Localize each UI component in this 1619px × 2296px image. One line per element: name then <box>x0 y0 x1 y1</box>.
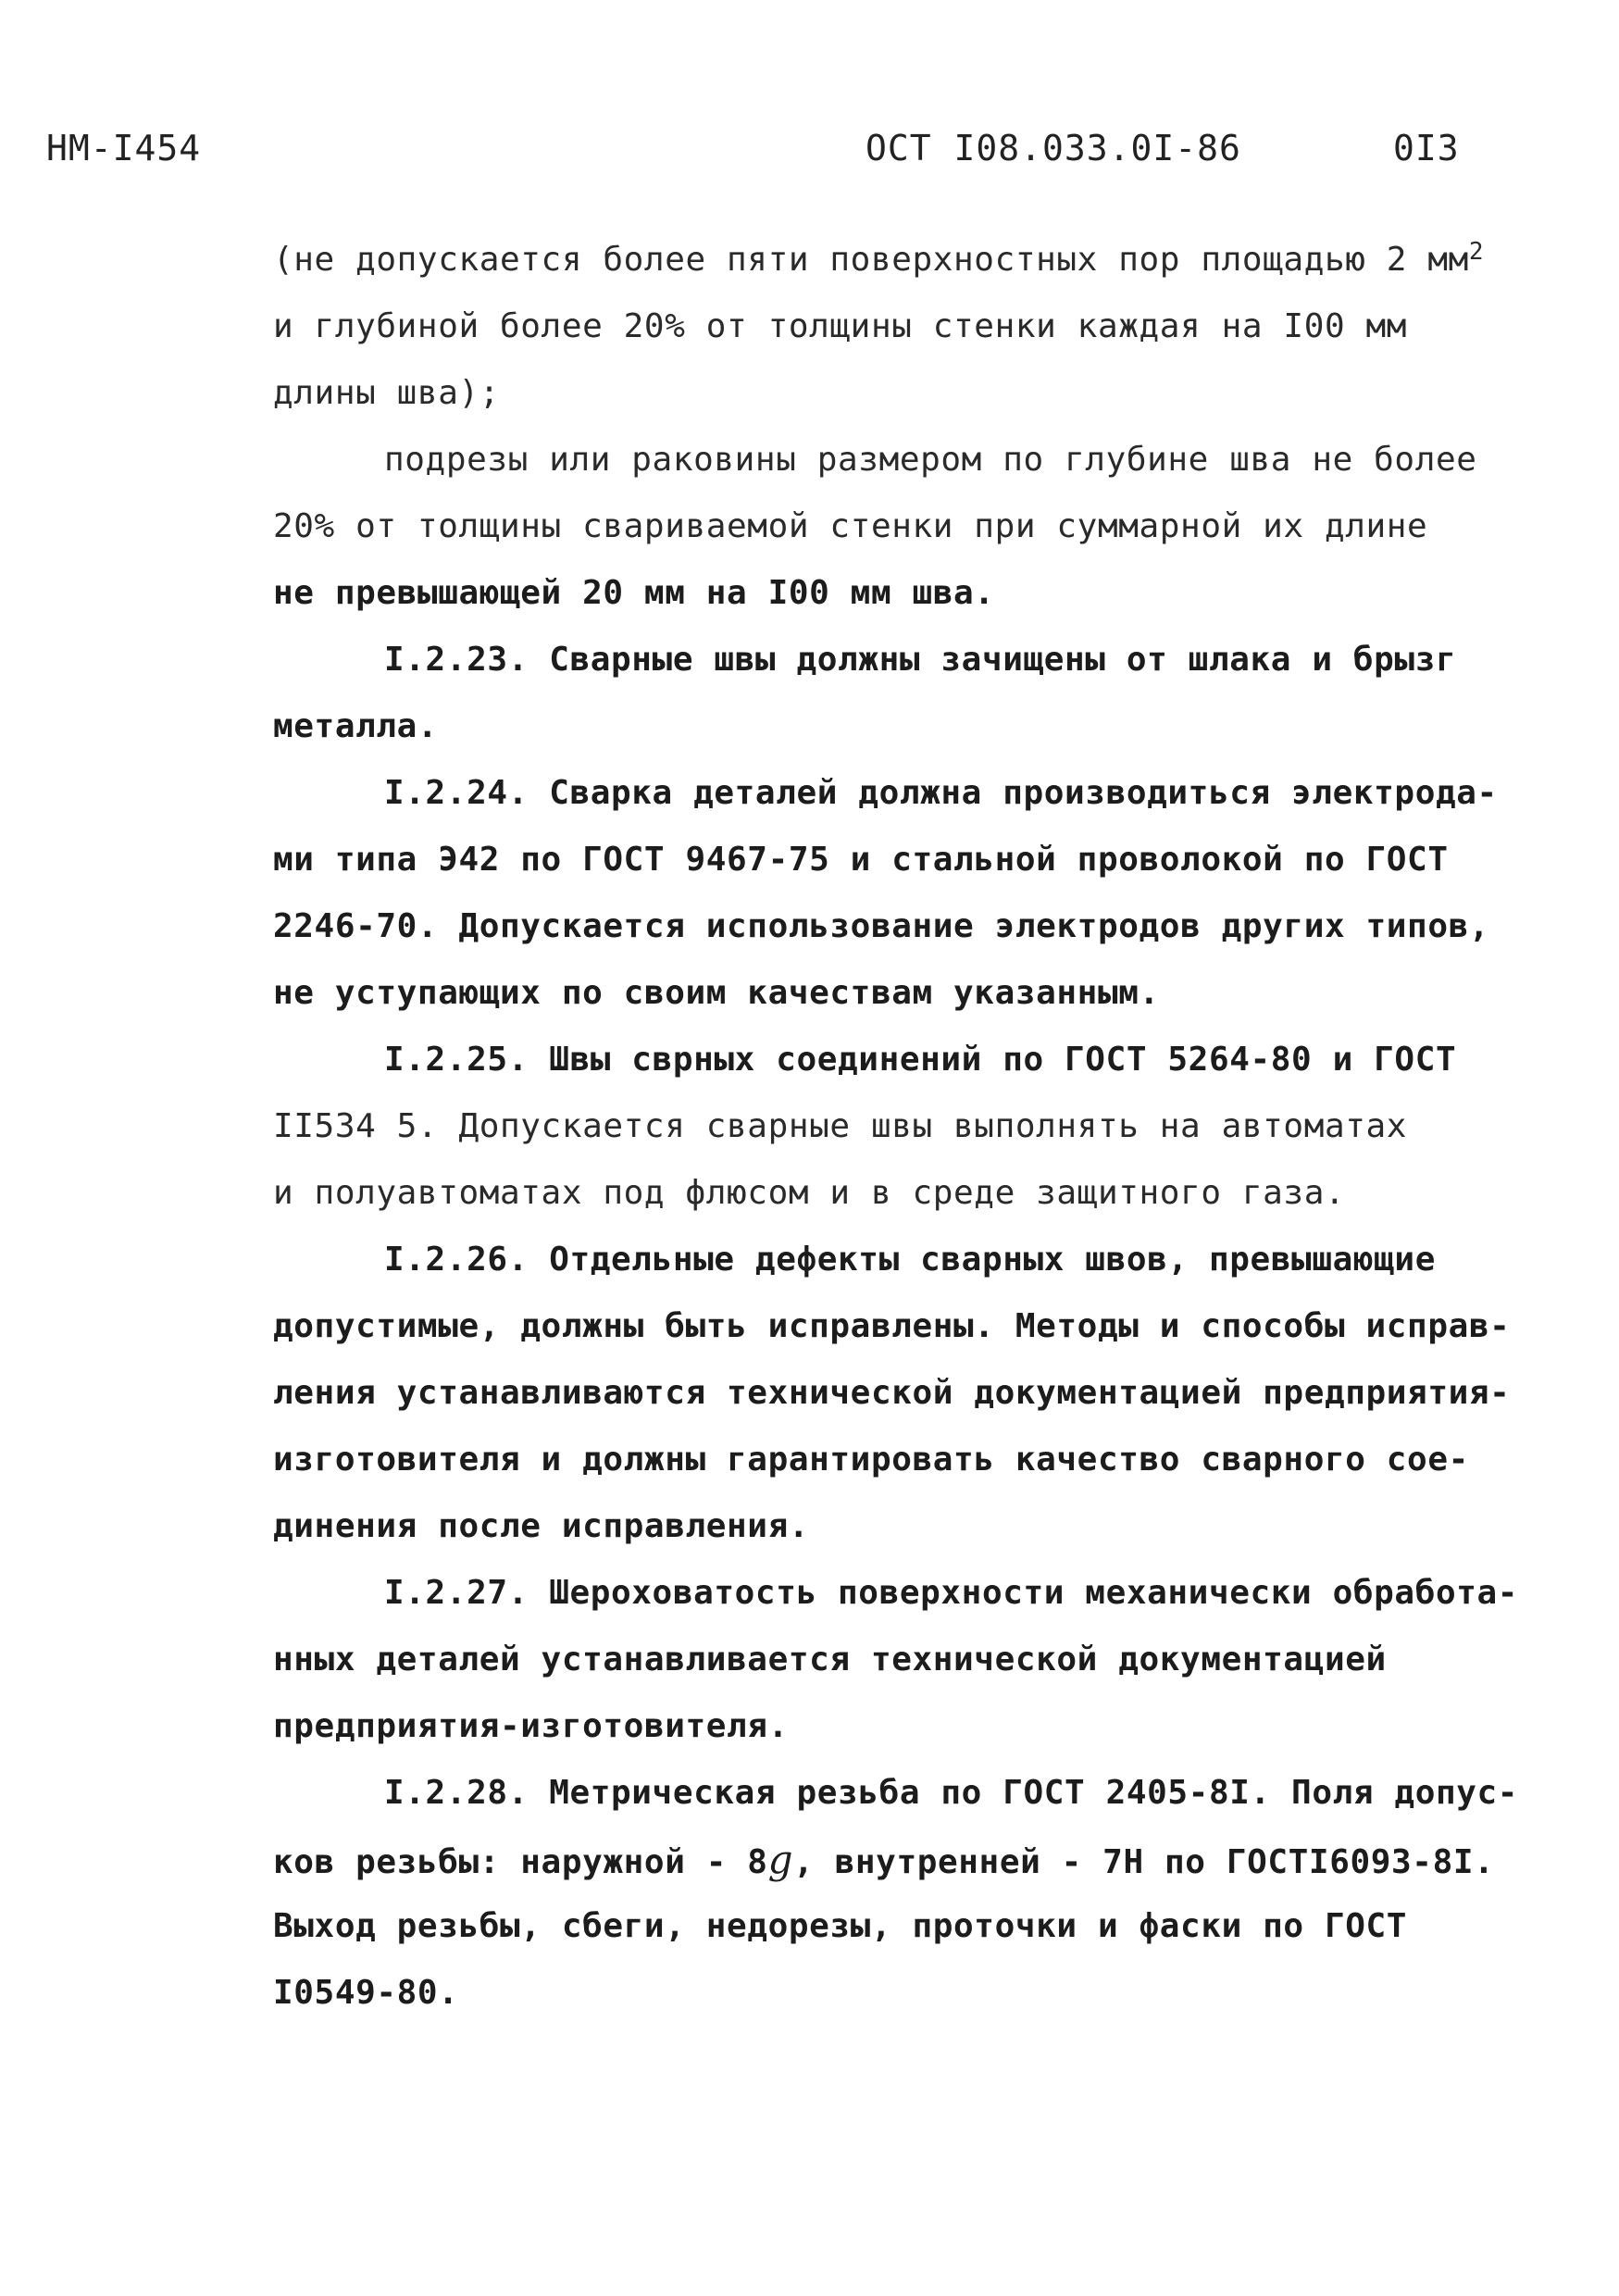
text-line: нных деталей устанавливается технической документацией <box>273 1641 1387 1678</box>
text-line: подрезы или раковины размером по глубине шва не более <box>384 441 1477 479</box>
clause-1-2-24: I.2.24. Сварка деталей должна производиться электрода- <box>384 774 1498 812</box>
document-code: НМ-I454 <box>46 128 202 168</box>
clause-1-2-23: I.2.23. Сварные швы должны зачищены от шлака и брызг <box>384 641 1457 679</box>
text-line: 20% от толщины свариваемой стенки при суммарной их длине <box>273 507 1428 545</box>
text-line: (не допускается более пяти поверхностных пор площадью 2 $мм^2$ <box>273 238 1485 279</box>
text-line: не превышающей 20 мм на I00 мм шва. <box>273 574 995 612</box>
text-line: и глубиной более 20% от толщины стенки каждая на I00 мм <box>273 307 1408 345</box>
text-line: длины шва); <box>273 374 501 412</box>
text-line: ми типа Э42 по ГОСТ 9467-75 и стальной проволокой по ГОСТ <box>273 841 1449 879</box>
standard-number: ОСТ I08.033.0I-86 <box>866 128 1241 168</box>
text-line: I0549-80. <box>273 1974 459 2012</box>
text-line: ков резьбы: наружной - 8g, внутренней - 7Н по ГОСТI6093-8I. <box>273 1837 1495 1882</box>
text-line: ления устанавливаются технической документацией предприятия- <box>273 1374 1511 1412</box>
clause-1-2-27: I.2.27. Шероховатость поверхности механически обработа- <box>384 1574 1519 1612</box>
clause-1-2-25: I.2.25. Швы сврных соединений по ГОСТ 5264-80 и ГОСТ <box>384 1041 1457 1079</box>
text-line: динения после исправления. <box>273 1507 810 1545</box>
text-line: предприятия-изготовителя. <box>273 1707 789 1745</box>
handwritten-tolerance: g <box>767 1837 794 1882</box>
text-line: металла. <box>273 707 439 745</box>
document-body <box>273 227 1569 2027</box>
text-line: изготовителя и должны гарантировать качество сварного сое- <box>273 1441 1469 1479</box>
superscript: 2 <box>1468 238 1485 266</box>
text-line: допустимые, должны быть исправлены. Методы и способы исправ- <box>273 1307 1511 1345</box>
clause-1-2-26: I.2.26. Отдельные дефекты сварных швов, превышающие <box>384 1241 1436 1279</box>
text-line: Выход резьбы, сбеги, недорезы, проточки и фаски по ГОСТ <box>273 1907 1408 1945</box>
text-line: и полуавтоматах под флюсом и в среде защитного газа. <box>273 1174 1346 1212</box>
page-number: 0I3 <box>1393 128 1460 168</box>
text-line: 2246-70. Допускается использование электродов других типов, <box>273 907 1490 945</box>
text-line: II534 5. Допускается сварные швы выполнять на автоматах <box>273 1107 1408 1145</box>
clause-1-2-28: I.2.28. Метрическая резьба по ГОСТ 2405-8I. Поля допус- <box>384 1774 1519 1812</box>
text-line: не уступающих по своим качествам указанным. <box>273 974 1160 1012</box>
